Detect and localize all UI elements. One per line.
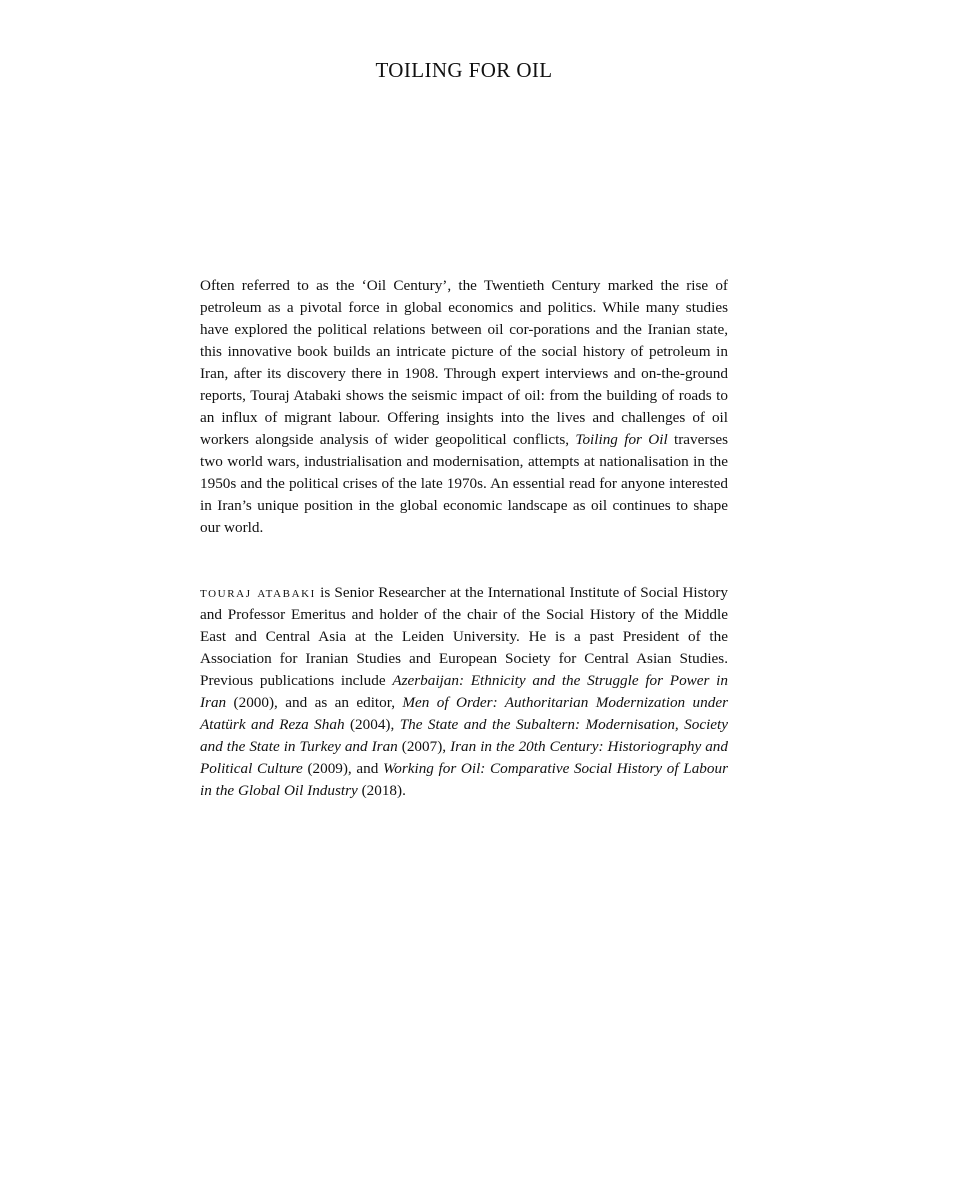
publication-3: The State and the Subaltern: Modernisation, Society and the State in Turkey and Iran bbox=[200, 716, 729, 755]
bio-text-4: (2007), bbox=[397, 738, 451, 755]
publication-4: Iran in the 20th Century: Historiography and Political Culture bbox=[200, 738, 728, 777]
bio-text-5: (2009), and bbox=[302, 760, 383, 777]
page-title: TOILING FOR OIL bbox=[375, 58, 553, 82]
publication-2: Men of Order: Authoritarian Modernization under Atatürk and Reza Shah bbox=[200, 694, 728, 733]
description-text-2: traverses two world wars, industrialisation and modernisation, attempts at nationalisation in the 1950s and the political crises of the late 1970s. An essential read for anyone interested in Iran’s unique position in the global economic landscape as oil continues to shape our world. bbox=[200, 431, 729, 536]
book-title-italic: Toiling for Oil bbox=[575, 431, 668, 448]
bio-text-1: is Senior Researcher at the International Institute of Social History and Professor Emeritus and holder of the chair of the Social History of the Middle East and Central Asia at the Leiden University. He is a past President of the Association for Iranian Studies and European Society for Central Asian Studies. Previous publications include bbox=[200, 584, 729, 689]
publication-1: Azerbaijan: Ethnicity and the Struggle for Power in Iran bbox=[200, 672, 728, 711]
book-description bbox=[200, 275, 728, 539]
publication-5: Working for Oil: Comparative Social History of Labour in the Global Oil Industry bbox=[200, 760, 728, 799]
author-name: touraj atabaki bbox=[200, 584, 316, 601]
description-text-1: Often referred to as the ‘Oil Century’, the Twentieth Century marked the rise of petroleum as a pivotal force in global economics and politics. While many studies have explored the political relations between oil cor-porations and the Iranian state, this innovative book builds an intricate picture of the social history of petroleum in Iran, after its discovery there in 1908. Through expert interviews and on-the-ground reports, Touraj Atabaki shows the seismic impact of oil: from the building of roads to an influx of migrant labour. Offering insights into the lives and challenges of oil workers alongside analysis of wider geopolitical conflicts, bbox=[200, 277, 728, 448]
bio-text-3: (2004), bbox=[344, 716, 400, 733]
bio-text-6: (2018). bbox=[357, 782, 406, 799]
bio-text-2: (2000), and as an editor, bbox=[226, 694, 403, 711]
author-bio bbox=[200, 582, 728, 802]
